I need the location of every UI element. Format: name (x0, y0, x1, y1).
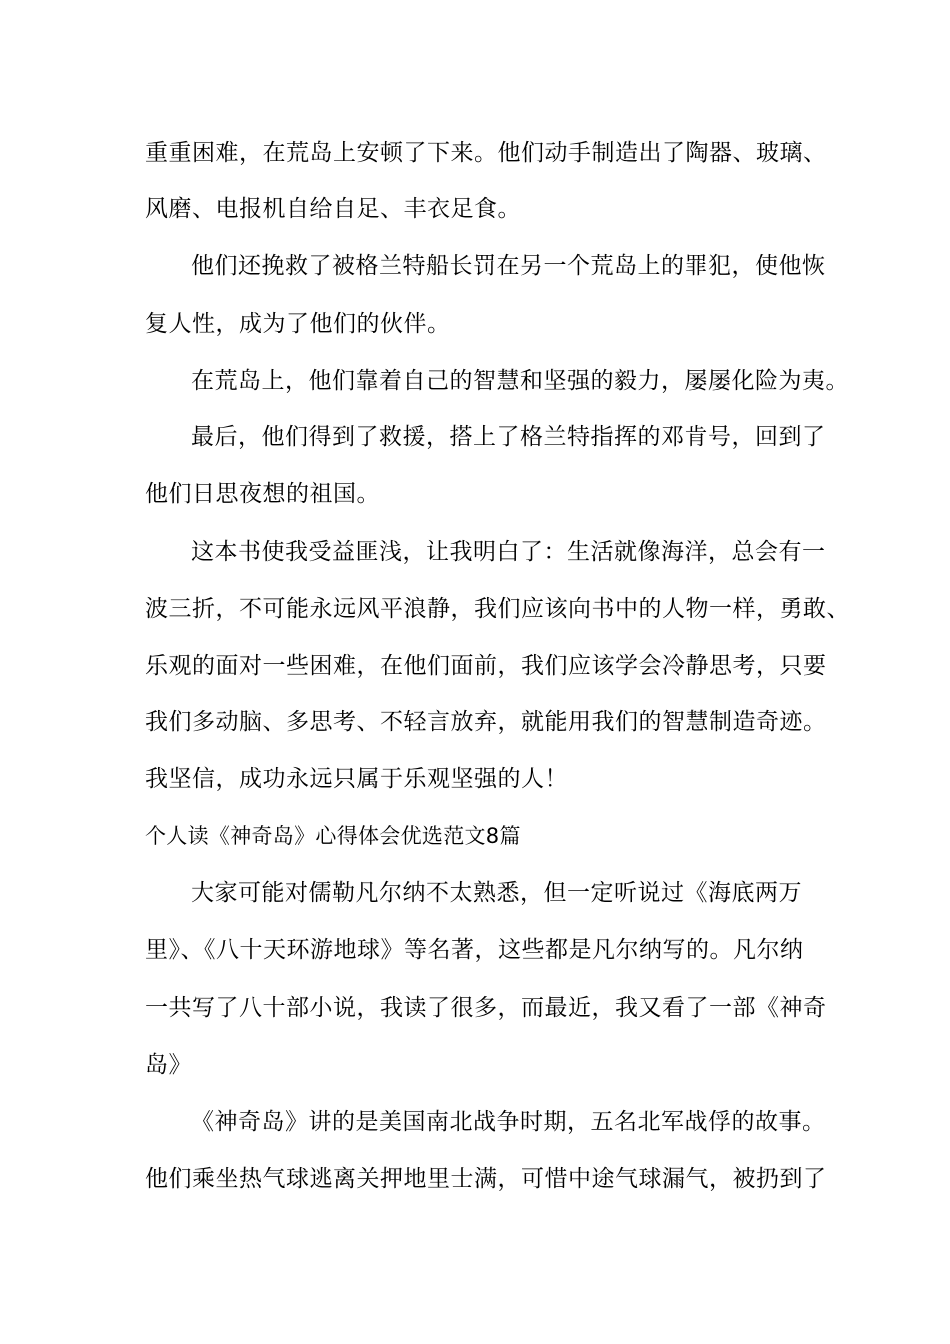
paragraph-line: 岛》 (145, 1052, 192, 1078)
paragraph-line: 波三折，不可能永远风平浪静，我们应该向书中的人物一样，勇敢、 (145, 596, 850, 622)
paragraph-line: 这本书使我受益匪浅，让我明白了：生活就像海洋，总会有一 (191, 539, 826, 565)
paragraph-line: 我坚信，成功永远只属于乐观坚强的人！ (145, 766, 568, 792)
paragraph-line: 在荒岛上，他们靠着自己的智慧和坚强的毅力，屡屡化险为夷。 (191, 368, 849, 394)
paragraph-line: 他们还挽救了被格兰特船长罚在另一个荒岛上的罪犯，使他恢 (191, 253, 826, 279)
paragraph-line: 一共写了八十部小说，我读了很多，而最近，我又看了一部《神奇 (145, 995, 827, 1021)
paragraph-line: 他们乘坐热气球逃离关押地里士满，可惜中途气球漏气，被扔到了 (145, 1166, 827, 1192)
paragraph-line: 他们日思夜想的祖国。 (145, 481, 380, 507)
paragraph-line: 我们多动脑、多思考、不轻言放弃，就能用我们的智慧制造奇迹。 (145, 709, 827, 735)
section-heading: 个人读《神奇岛》心得体会优选范文8篇 (145, 824, 521, 848)
paragraph-line: 风磨、电报机自给自足、丰衣足食。 (145, 196, 521, 222)
paragraph-line: 大家可能对儒勒凡尔纳不太熟悉，但一定听说过《海底两万 (191, 880, 802, 906)
paragraph-line: 最后，他们得到了救援，搭上了格兰特指挥的邓肯号，回到了 (191, 424, 826, 450)
paragraph-line: 《神奇岛》讲的是美国南北战争时期，五名北军战俘的故事。 (191, 1109, 826, 1135)
paragraph-line: 乐观的面对一些困难，在他们面前，我们应该学会冷静思考，只要 (145, 653, 827, 679)
paragraph-line: 里》、《八十天环游地球》等名著，这些都是凡尔纳写的。凡尔纳 (145, 937, 804, 963)
paragraph-line: 重重困难，在荒岛上安顿了下来。他们动手制造出了陶器、玻璃、 (145, 140, 827, 166)
paragraph-line: 复人性，成为了他们的伙伴。 (145, 311, 451, 337)
